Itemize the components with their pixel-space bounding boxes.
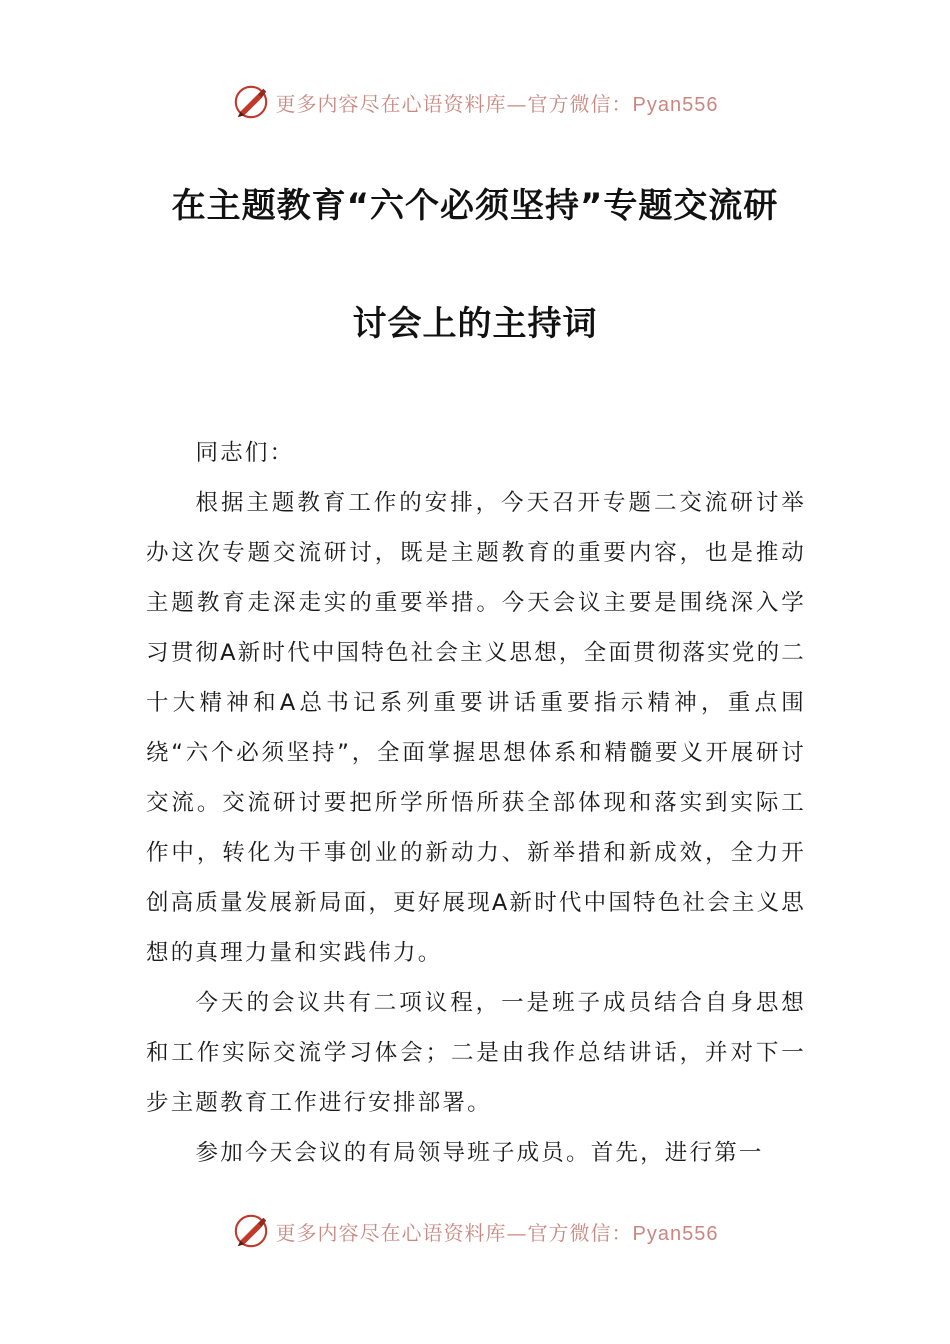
header-watermark-banner: [0, 82, 950, 122]
paragraph-3: 参加今天会议的有局领导班子成员。首先，进行第一: [195, 1140, 764, 1166]
pen-logo-icon: [232, 1212, 270, 1250]
footer-wechat-id: Pyan556: [632, 1222, 719, 1245]
document-body: [146, 428, 806, 1178]
footer-banner-text: 更多内容尽在心语资料库—官方微信：Pyan556: [275, 1220, 719, 1245]
header-wechat-id: Pyan556: [632, 93, 719, 116]
document-title-line-2: 讨会上的主持词: [352, 304, 598, 344]
document-title-line-1: 在主题教育“六个必须坚持”专题交流研: [171, 186, 779, 226]
header-banner-text: 更多内容尽在心语资料库—官方微信：Pyan556: [275, 91, 719, 116]
footer-watermark-banner: [0, 1211, 950, 1251]
paragraph-2: 今天的会议共有二项议程，一是班子成员结合自身思想和工作实际交流学习体会；二是由我作总结讲话，并对下一步主题教育工作进行安排部署。: [146, 990, 806, 1116]
paragraph-1: 根据主题教育工作的安排，今天召开专题二交流研讨举办这次专题交流研讨，既是主题教育的重要内容，也是推动主题教育走深走实的重要举措。今天会议主要是围绕深入学习贯彻A新时代中国特色社会主义思想，全面贯彻落实党的二十大精神和A总书记系列重要讲话重要指示精神，重点围绕“六个必须坚持”，全面掌握思想体系和精髓要义开展研讨交流。交流研讨要把所学所悟所获全部体现和落实到实际工作中，转化为干事创业的新动力、新举措和新成效，全力开创高质量发展新局面，更好展现A新时代中国特色社会主义思想的真理力量和实践伟力。: [146, 490, 806, 966]
pen-logo-icon: [232, 83, 270, 121]
paragraph-salutation: 同志们：: [195, 440, 295, 466]
